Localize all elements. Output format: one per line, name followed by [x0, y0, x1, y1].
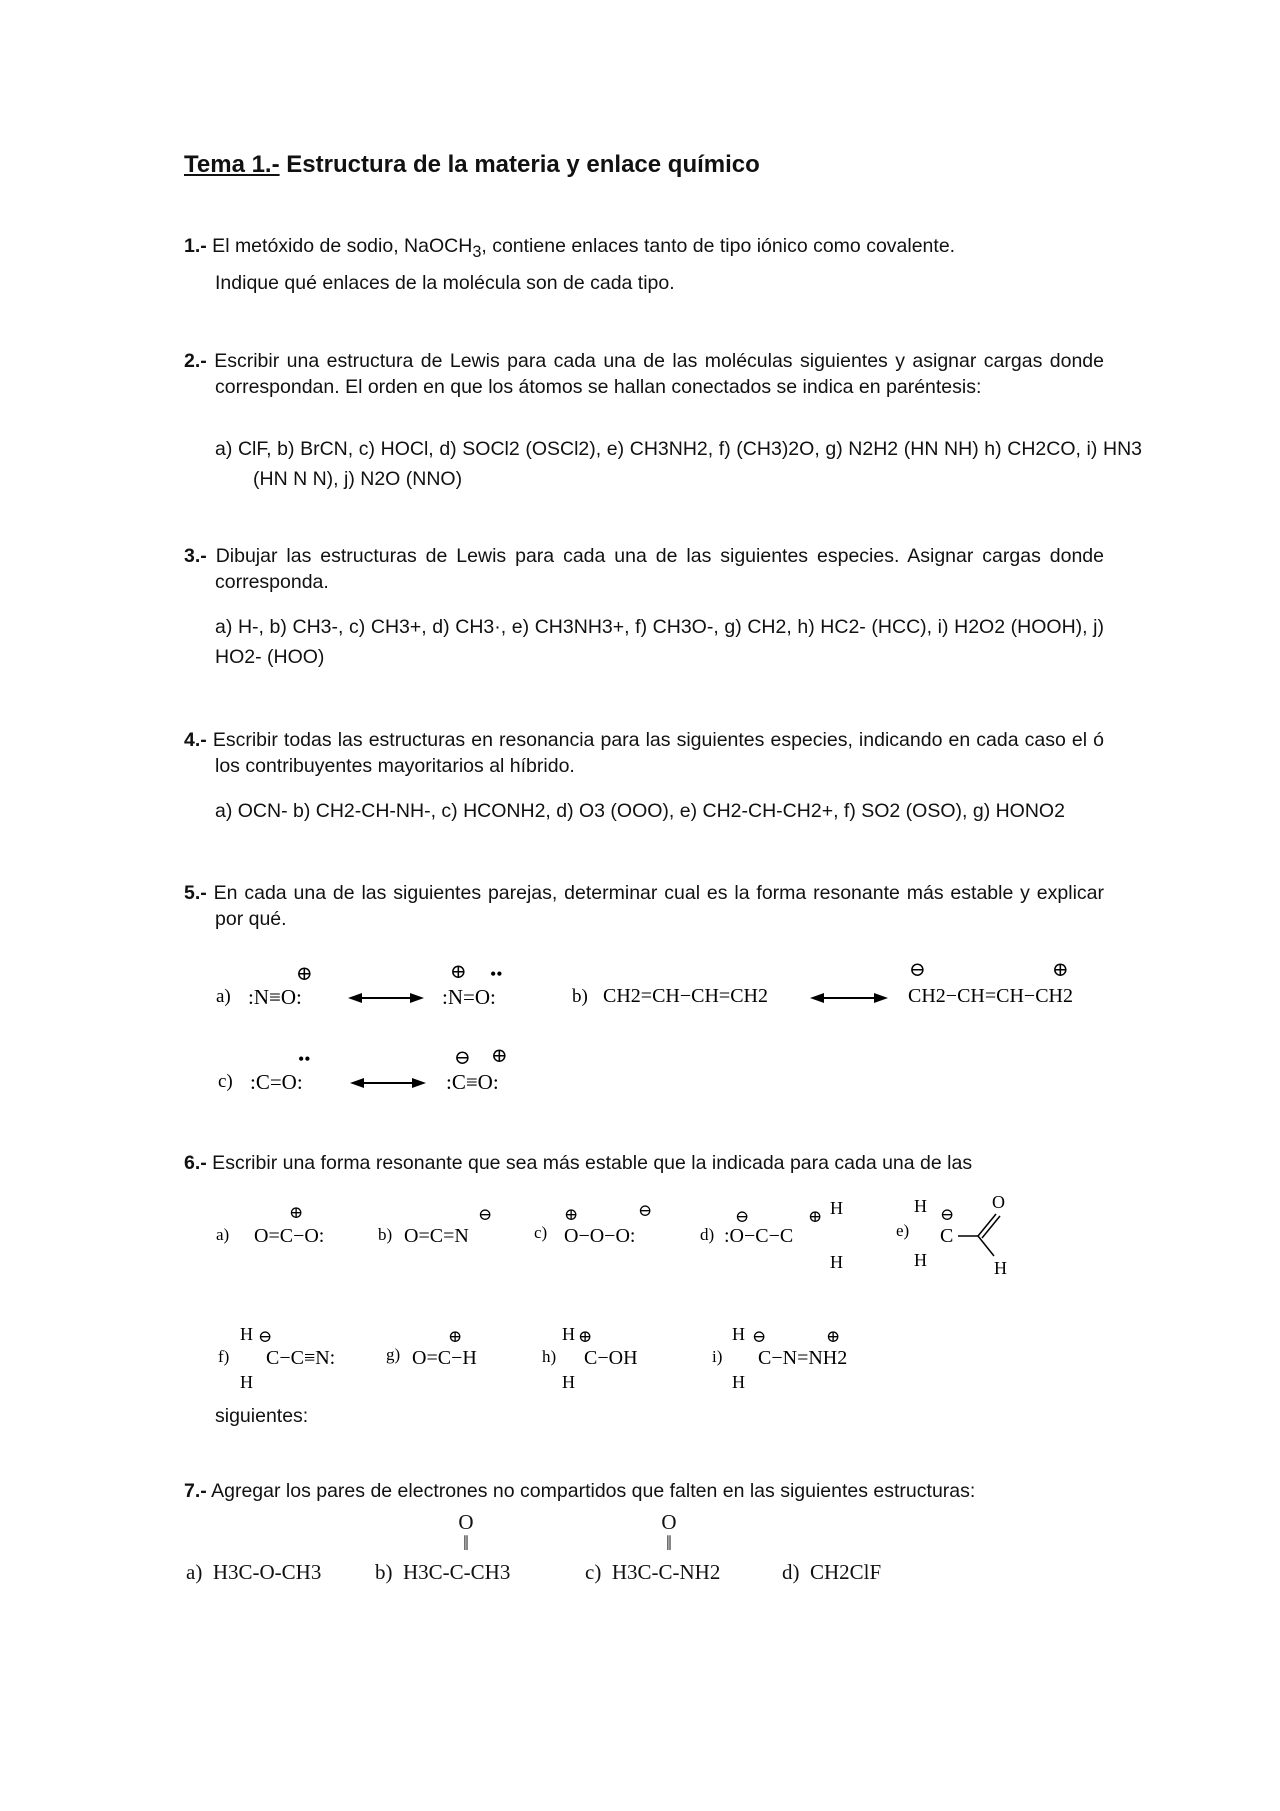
negative-charge: ⊖ — [752, 1327, 767, 1346]
atom-h: H — [830, 1252, 843, 1272]
co-right: :C≡O: — [446, 1070, 499, 1094]
negative-charge: ⊖ — [454, 1047, 471, 1069]
negative-charge: ⊖ — [258, 1327, 273, 1346]
label-d: d) — [700, 1225, 715, 1244]
label-e: e) — [896, 1221, 910, 1240]
question-number: 3.- — [184, 545, 207, 567]
formula: H3C-O-CH3 — [212, 1560, 322, 1584]
question-text: Escribir todas las estructuras en resonancia para las siguientes especies, indicando en cada caso el ó los contribuyentes mayoritarios al híbrido. — [206, 729, 1104, 777]
atom-h: H — [240, 1324, 253, 1344]
formula: H3C-C-NH2 — [611, 1560, 721, 1584]
item-label: c) — [585, 1560, 602, 1584]
atom-o: O — [992, 1192, 1005, 1212]
atom-h: H — [914, 1196, 927, 1216]
q7-item-c — [585, 1560, 720, 1585]
question-1 — [184, 233, 1104, 296]
negative-charge: ⊖ — [638, 1201, 653, 1220]
question-number: 5.- — [184, 882, 207, 904]
double-bond: ‖ — [666, 1531, 672, 1555]
atom-h: H — [914, 1250, 927, 1270]
positive-charge: ⊕ — [491, 1045, 508, 1067]
item-label: b) — [375, 1560, 393, 1584]
positive-charge: ⊕ — [448, 1327, 463, 1346]
atom-h: H — [562, 1372, 575, 1392]
structure-f: C−C≡N: — [266, 1347, 336, 1369]
item-label: a) — [186, 1560, 203, 1584]
label-c: c) — [218, 1071, 233, 1092]
double-bond: ‖ — [463, 1531, 469, 1555]
negative-charge: ⊖ — [940, 1205, 955, 1224]
negative-charge: ⊖ — [909, 959, 926, 981]
butadiene-right: CH2−CH=CH−CH2 — [908, 985, 1073, 1007]
lone-pair-dots: •• — [298, 1049, 311, 1069]
positive-charge: ⊕ — [808, 1207, 823, 1226]
negative-charge: ⊖ — [735, 1207, 750, 1226]
atom-h: H — [830, 1198, 843, 1218]
question-number: 1.- — [184, 235, 207, 257]
atom-h: H — [994, 1258, 1007, 1278]
resonance-arrow — [348, 993, 424, 1003]
question-6 — [184, 1150, 1104, 1176]
bond — [978, 1236, 994, 1256]
options-text: a) ClF, b) BrCN, c) HOCl, d) SOCl2 (OSCl2), e) CH3NH2, f) (CH3)2O, g) N2H2 (HN NH) h) CH2CO, i) HN3 (HN N N), j) N2O (NNO) — [215, 438, 1142, 490]
resonance-pairs-q5 — [0, 950, 1280, 1100]
negative-charge: ⊖ — [478, 1205, 493, 1224]
label-h: h) — [542, 1347, 557, 1366]
positive-charge: ⊕ — [826, 1327, 841, 1346]
question-text: Agregar los pares de electrones no compartidos que falten en las siguientes estructuras: — [206, 1480, 976, 1502]
atom-o: O — [661, 1510, 677, 1534]
title-rest: Estructura de la materia y enlace químico — [279, 151, 760, 178]
question-3 — [184, 543, 1104, 595]
carbonyl-b — [454, 1512, 478, 1554]
label-a: a) — [216, 986, 231, 1007]
positive-charge: ⊕ — [450, 961, 467, 983]
label-g: g) — [386, 1345, 401, 1364]
label-a: a) — [216, 1225, 230, 1244]
title-prefix: Tema 1.- — [184, 151, 280, 178]
label-b: b) — [572, 986, 588, 1007]
question-5 — [184, 880, 1104, 932]
question-text: Dibujar las estructuras de Lewis para cada una de las siguientes especies. Asignar cargas donde corresponda. — [206, 545, 1104, 593]
positive-charge: ⊕ — [1052, 959, 1069, 981]
label-i: i) — [712, 1347, 723, 1366]
question-text: Escribir una forma resonante que sea más estable que la indicada para cada una de las — [206, 1152, 973, 1174]
q7-item-b — [375, 1560, 510, 1585]
positive-charge: ⊕ — [578, 1327, 593, 1346]
structure-d: :O−C−C — [724, 1225, 794, 1247]
lone-pair-dots: •• — [490, 964, 503, 984]
question-3-options — [215, 612, 1104, 672]
question-number: 2.- — [184, 350, 207, 372]
options-text: a) OCN- b) CH2-CH-NH-, c) HCONH2, d) O3 (OOO), e) CH2-CH-CH2+, f) SO2 (OSO), g) HONO2 — [215, 800, 1065, 822]
question-number: 6.- — [184, 1152, 207, 1174]
question-2 — [184, 348, 1104, 400]
question-2-options — [215, 434, 1142, 494]
question-text: , contiene enlaces tanto de tipo iónico como covalente. — [481, 235, 956, 257]
question-text: Escribir una estructura de Lewis para cada una de las moléculas siguientes y asignar cargas donde correspondan. El orden en que los átomos se hallan conectados se indica en paréntesis: — [206, 350, 1104, 398]
butadiene-left: CH2=CH−CH=CH2 — [603, 985, 768, 1007]
positive-charge: ⊕ — [564, 1205, 579, 1224]
label-b: b) — [378, 1225, 393, 1244]
resonance-arrow — [350, 1078, 426, 1088]
item-label: d) — [782, 1560, 800, 1584]
options-text: a) H-, b) CH3-, c) CH3+, d) CH3·, e) CH3NH3+, f) CH3O-, g) CH2, h) HC2- (HCC), i) H2O2 (HOOH), j) HO2- (HOO) — [215, 616, 1104, 668]
q7-item-a — [186, 1560, 321, 1585]
positive-charge: ⊕ — [289, 1203, 304, 1222]
question-7 — [184, 1478, 1104, 1504]
question-text: En cada una de las siguientes parejas, determinar cual es la forma resonante más estable y explicar por qué. — [206, 882, 1104, 930]
nitrosyl-left: :N≡O: — [248, 985, 302, 1009]
nitrosyl-right: :N=O: — [442, 985, 496, 1009]
question-4-options — [215, 796, 1104, 826]
structure-b: O=C=N — [404, 1225, 469, 1247]
formula: CH2ClF — [810, 1560, 882, 1584]
atom-h: H — [562, 1324, 575, 1344]
resonance-arrow — [810, 993, 888, 1003]
structure-a: O=C−O: — [254, 1225, 325, 1247]
subscript: 3 — [472, 242, 482, 261]
atom-h: H — [240, 1372, 253, 1392]
structure-g: O=C−H — [412, 1347, 477, 1369]
structure-e: C — [940, 1225, 954, 1247]
label-c: c) — [534, 1223, 548, 1242]
atom-o: O — [458, 1510, 474, 1534]
positive-charge: ⊕ — [296, 963, 313, 985]
q7-item-d — [782, 1560, 881, 1585]
question-text-line2: Indique qué enlaces de la molécula son de cada tipo. — [215, 271, 675, 294]
question-4 — [184, 727, 1104, 779]
page-title — [184, 151, 760, 179]
label-f: f) — [218, 1347, 230, 1366]
question-number: 7.- — [184, 1480, 207, 1502]
question-text: El metóxido de sodio, NaOCH — [206, 235, 473, 257]
carbonyl-c — [657, 1512, 681, 1554]
structure-c: O−O−O: — [564, 1225, 636, 1247]
question-number: 4.- — [184, 729, 207, 751]
atom-h: H — [732, 1372, 745, 1392]
question-6-continuation: siguientes: — [215, 1405, 309, 1427]
structure-i: C−N=NH2 — [758, 1347, 848, 1369]
structure-h: C−OH — [584, 1347, 638, 1369]
lewis-structures-q6 — [0, 1190, 1280, 1400]
co-left: :C=O: — [250, 1070, 303, 1094]
atom-h: H — [732, 1324, 745, 1344]
formula: H3C-C-CH3 — [403, 1560, 511, 1584]
